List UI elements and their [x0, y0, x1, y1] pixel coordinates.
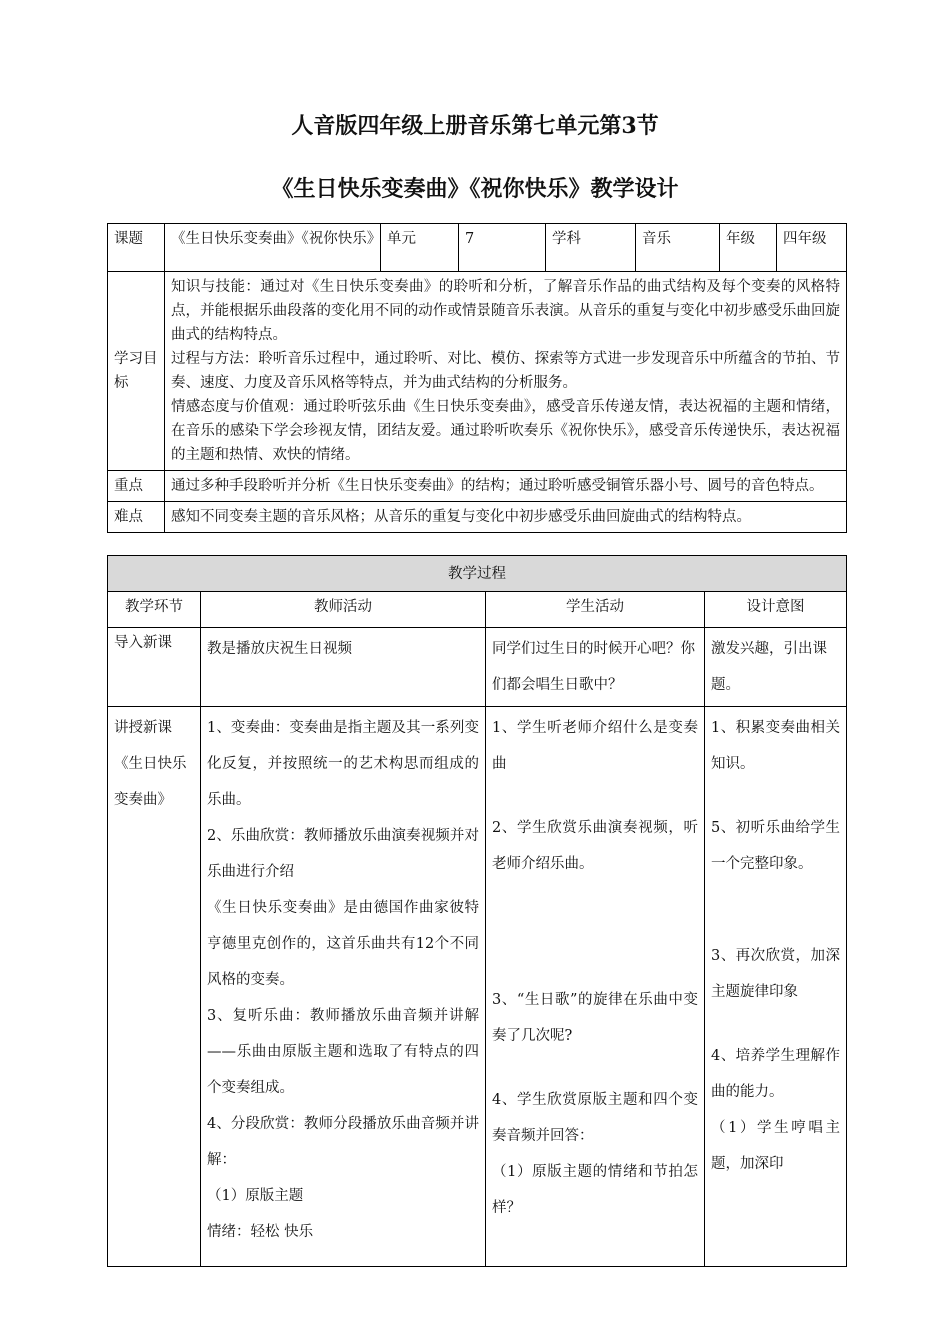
subject-value: 音乐 [636, 224, 720, 272]
teacher-step: 1、变奏曲：变奏曲是指主题及其一系列变化反复，并按照统一的艺术构思而组成的乐曲。 [207, 720, 479, 808]
unit-value: 7 [459, 224, 546, 272]
process-row-new-lesson [108, 707, 847, 1267]
difficulty-label: 难点 [108, 502, 165, 533]
topic-label: 课题 [108, 224, 165, 272]
teacher-step: 4、分段欣赏：教师分段播放乐曲音频并讲解： [207, 1116, 479, 1168]
intro-teacher: 教是播放庆祝生日视频 [201, 628, 486, 707]
goal-knowledge: 知识与技能：通过对《生日快乐变奏曲》的聆听和分析，了解音乐作品的曲式结构及每个变奏的风格特点，并能根据乐曲段落的变化用不同的动作或情景随音乐表演。从音乐的重复与变化中初步感受乐曲回旋曲式的结构特点。 [171, 279, 840, 343]
teacher-step: 2、乐曲欣赏：教师播放乐曲演奏视频并对乐曲进行介绍 [207, 828, 479, 880]
intro-stage: 导入新课 [108, 628, 201, 707]
info-row [108, 224, 847, 272]
key-point-row [108, 471, 847, 502]
intent-step: 3、再次欣赏，加深主题旋律印象 [711, 948, 840, 1000]
process-heading-row [108, 556, 847, 592]
topic-value: 《生日快乐变奏曲》《祝你快乐》 [165, 224, 381, 272]
goals-label: 学习目标 [108, 272, 165, 471]
col-teacher-header: 教师活动 [201, 592, 486, 628]
process-header-row [108, 592, 847, 628]
grade-label: 年级 [720, 224, 777, 272]
difficulty-text: 感知不同变奏主题的音乐风格；从音乐的重复与变化中初步感受乐曲回旋曲式的结构特点。 [165, 502, 847, 533]
unit-label: 单元 [381, 224, 459, 272]
student-step: 2、学生欣赏乐曲演奏视频，听老师介绍乐曲。 [492, 820, 698, 872]
student-step: 1、学生听老师介绍什么是变奏曲 [492, 720, 698, 772]
teacher-step: 3、复听乐曲：教师播放乐曲音频并讲解——乐曲由原版主题和选取了有特点的四个变奏组成。 [207, 1008, 479, 1096]
intent-step: 5、初听乐曲给学生一个完整印象。 [711, 820, 840, 872]
new-lesson-intent [705, 707, 847, 1267]
goals-content [165, 272, 847, 471]
goal-process: 过程与方法：聆听音乐过程中，通过聆听、对比、模仿、探索等方式进一步发现音乐中所蕴含的节拍、节奏、速度、力度及音乐风格等特点，并为曲式结构的分析服务。 [171, 351, 840, 391]
col-intent-header: 设计意图 [705, 592, 847, 628]
new-lesson-stage: 讲授新课《生日快乐变奏曲》 [108, 707, 201, 1267]
process-heading: 教学过程 [108, 556, 847, 592]
intro-intent: 激发兴趣，引出课题。 [705, 628, 847, 707]
teaching-process-table [107, 555, 847, 1267]
lesson-info-table [107, 223, 847, 533]
student-step: （1）原版主题的情绪和节拍怎样？ [492, 1164, 698, 1216]
intent-step: 1、积累变奏曲相关知识。 [711, 720, 840, 772]
col-student-header: 学生活动 [486, 592, 705, 628]
intro-student: 同学们过生日的时候开心吧？你们都会唱生日歌中？ [486, 628, 705, 707]
intent-step: 4、培养学生理解作曲的能力。 [711, 1048, 840, 1100]
student-step: 4、学生欣赏原版主题和四个变奏音频并回答： [492, 1092, 698, 1144]
new-lesson-teacher [201, 707, 486, 1267]
teacher-step: 《生日快乐变奏曲》是由德国作曲家彼特亨德里克创作的，这首乐曲共有12个不同风格的变奏。 [207, 900, 479, 988]
process-row-intro [108, 628, 847, 707]
goal-emotion: 情感态度与价值观：通过聆听弦乐曲《生日快乐变奏曲》，感受音乐传递友情，表达祝福的主题和情绪，在音乐的感染下学会珍视友情，团结友爱。通过聆听吹奏乐《祝你快乐》，感受音乐传递快乐，表达祝福的主题和热情、欢快的情绪。 [171, 399, 840, 463]
new-lesson-student [486, 707, 705, 1267]
difficulty-row [108, 502, 847, 533]
teacher-step: 情绪：轻松 快乐 [207, 1224, 314, 1240]
subject-label: 学科 [546, 224, 636, 272]
student-step: 3、“生日歌”的旋律在乐曲中变奏了几次呢? [492, 992, 698, 1044]
document-title-line-1: 人音版四年级上册音乐第七单元第3节 [291, 113, 659, 139]
key-point-text: 通过多种手段聆听并分析《生日快乐变奏曲》的结构；通过聆听感受铜管乐器小号、圆号的音色特点。 [165, 471, 847, 502]
teacher-step: （1）原版主题 [207, 1188, 304, 1204]
goals-row [108, 272, 847, 471]
col-stage-header: 教学环节 [108, 592, 201, 628]
grade-value: 四年级 [777, 224, 847, 272]
document-title-line-2: 《生日快乐变奏曲》《祝你快乐》教学设计 [271, 176, 679, 202]
intent-step: （1）学生哼唱主题，加深印 [711, 1120, 840, 1172]
key-point-label: 重点 [108, 471, 165, 502]
